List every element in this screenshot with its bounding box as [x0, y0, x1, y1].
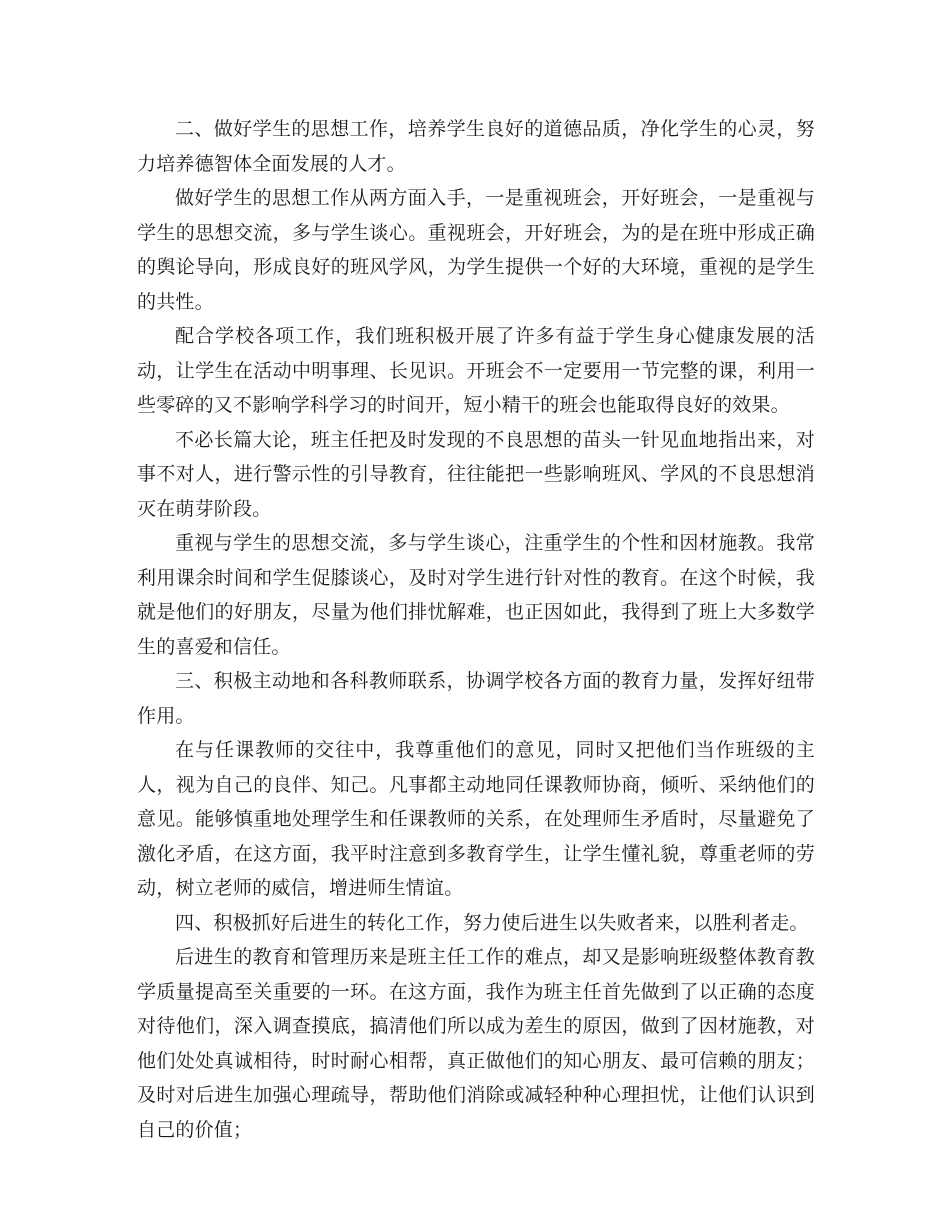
paragraph-heading-2: 二、做好学生的思想工作，培养学生良好的道德品质，净化学生的心灵，努力培养德智体全面发展的人才。 [137, 118, 815, 175]
paragraph-heading-4: 四、积极抓好后进生的转化工作，努力使后进生以失败者来，以胜利者走。 [175, 911, 809, 934]
paragraph-heading-3: 三、积极主动地和各科教师联系，协调学校各方面的教育力量，发挥好纽带作用。 [137, 670, 815, 727]
paragraph: 后进生的教育和管理历来是班主任工作的难点，却又是影响班级整体教育教学质量提高至关重要的一环。在这方面，我作为班主任首先做到了以正确的态度对待他们，深入调查摸底，搞清他们所以成为差生的原因，做到了因材施教，对他们处处真诚相待，时时耐心相帮，真正做他们的知心朋友、最可信赖的朋友；及时对后进生加强心理疏导，帮助他们消除或减轻种种心理担忧，让他们认识到自己的价值； [137, 946, 815, 1141]
paragraph: 做好学生的思想工作从两方面入手，一是重视班会，开好班会，一是重视与学生的思想交流，多与学生谈心。重视班会，开好班会，为的是在班中形成正确的舆论导向，形成良好的班风学风，为学生提供一个好的大环境，重视的是学生的共性。 [137, 187, 815, 313]
paragraph: 重视与学生的思想交流，多与学生谈心，注重学生的个性和因材施教。我常利用课余时间和学生促膝谈心，及时对学生进行针对性的教育。在这个时候，我就是他们的好朋友，尽量为他们排忧解难，也正因如此，我得到了班上大多数学生的喜爱和信任。 [137, 532, 815, 658]
paragraph: 配合学校各项工作，我们班积极开展了许多有益于学生身心健康发展的活动，让学生在活动中明事理、长见识。开班会不一定要用一节完整的课，利用一些零碎的又不影响学科学习的时间开，短小精干的班会也能取得良好的效果。 [137, 325, 815, 416]
document-body [137, 112, 815, 1147]
paragraph: 不必长篇大论，班主任把及时发现的不良思想的苗头一针见血地指出来，对事不对人，进行警示性的引导教育，往往能把一些影响班风、学风的不良思想消灭在萌芽阶段。 [137, 428, 815, 520]
paragraph: 在与任课教师的交往中，我尊重他们的意见，同时又把他们当作班级的主人，视为自己的良伴、知己。凡事都主动地同任课教师协商，倾听、采纳他们的意见。能够慎重地处理学生和任课教师的关系，在处理师生矛盾时，尽量避免了激化矛盾，在这方面，我平时注意到多教育学生，让学生懂礼貌，尊重老师的劳动，树立老师的威信，增进师生情谊。 [137, 739, 815, 899]
